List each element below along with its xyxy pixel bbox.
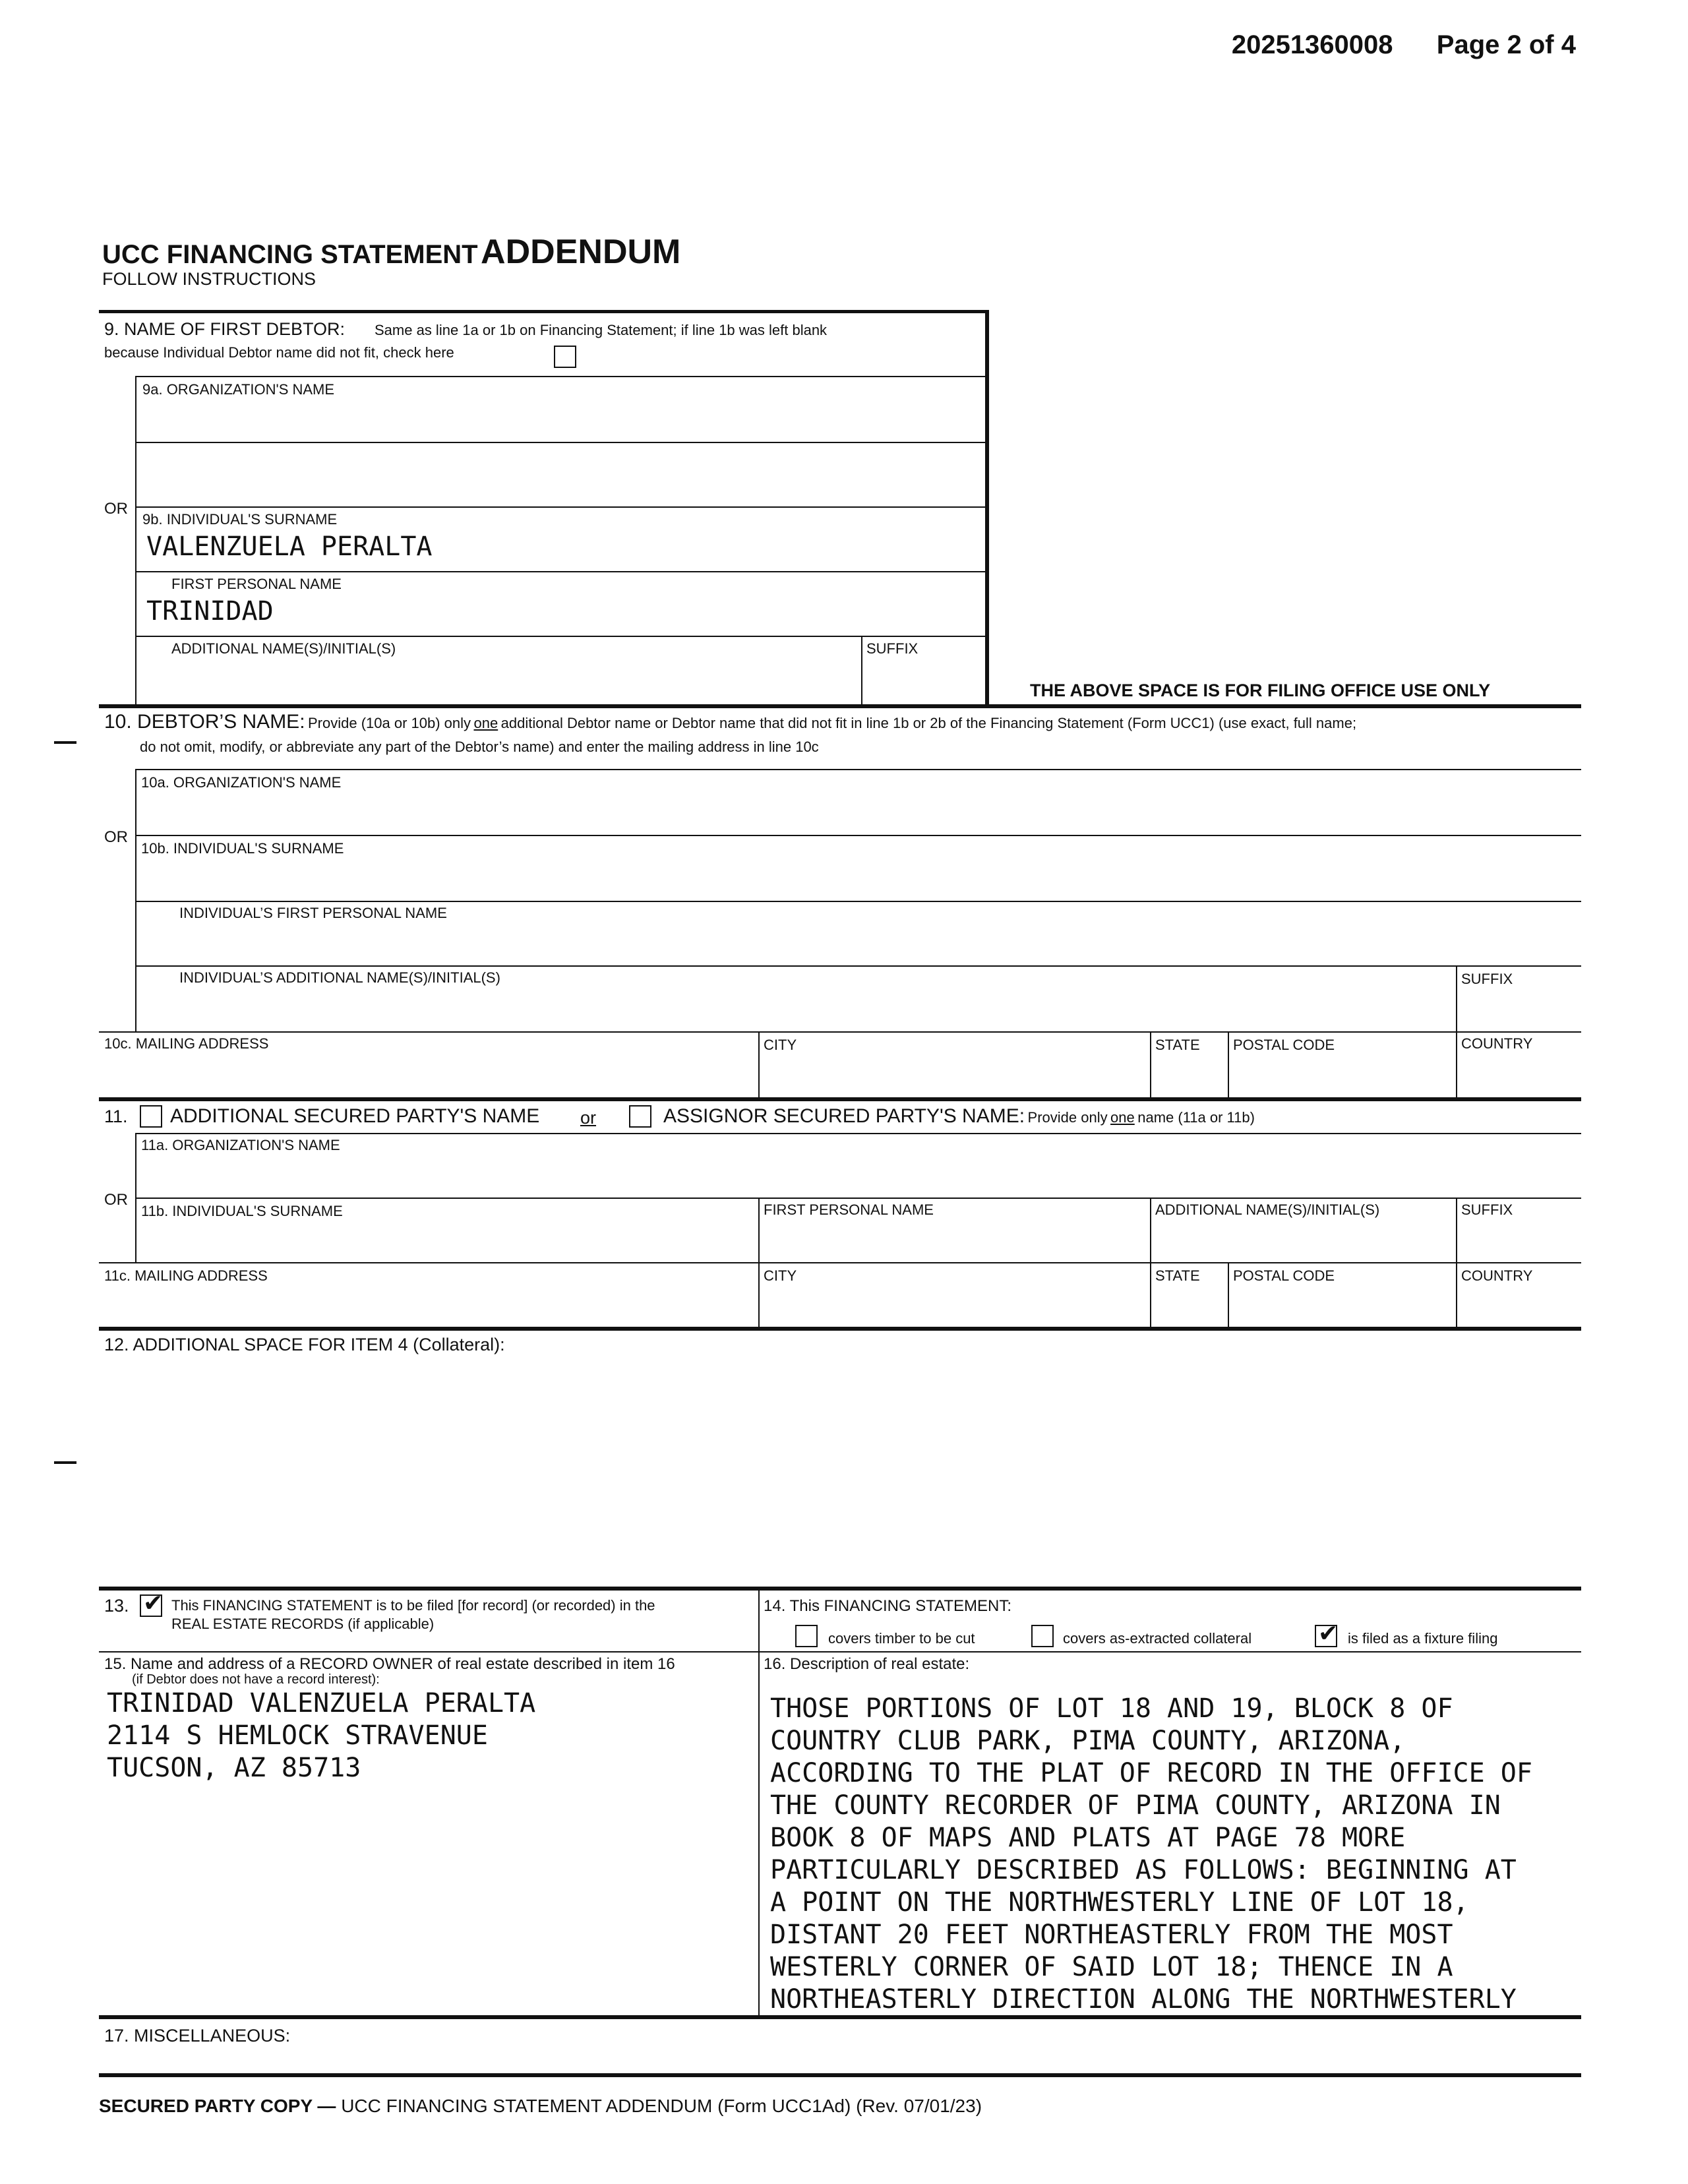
item13-text2: REAL ESTATE RECORDS (if applicable): [171, 1616, 435, 1632]
item10-note-a: Provide (10a or 10b) only: [307, 715, 471, 731]
item11b-additional-divider: [1150, 1198, 1151, 1263]
item16-label: 16. Description of real estate:: [764, 1655, 970, 1673]
item11-note-b: name (11a or 11b): [1137, 1109, 1255, 1126]
form-footer: [99, 2096, 982, 2117]
real-estate-line: THE COUNTY RECORDER OF PIMA COUNTY, ARIZONA IN: [770, 1790, 1501, 1821]
item11b-label: 11b. INDIVIDUAL'S SURNAME: [141, 1203, 343, 1219]
item14-timber-checkbox[interactable]: [795, 1625, 818, 1647]
real-estate-line: COUNTRY CLUB PARK, PIMA COUNTY, ARIZONA,: [770, 1726, 1406, 1756]
item11b-suffix-label: SUFFIX: [1461, 1201, 1513, 1218]
real-estate-line: PARTICULARLY DESCRIBED AS FOLLOWS: BEGINNING AT: [770, 1855, 1517, 1885]
item10-heading-line: [104, 711, 1356, 733]
real-estate-line: BOOK 8 OF MAPS AND PLATS AT PAGE 78 MORE: [770, 1823, 1406, 1853]
item11-additional-label: ADDITIONAL SECURED PARTY'S NAME: [170, 1105, 540, 1127]
item9-note: Same as line 1a or 1b on Financing Statement; if line 1b was left blank: [375, 322, 828, 338]
item14-timber-label: covers timber to be cut: [828, 1630, 975, 1647]
item11-or-word: or: [580, 1108, 597, 1128]
item11b-suffix-divider: [1456, 1198, 1457, 1263]
item10-suffix-label: SUFFIX: [1461, 971, 1513, 987]
item10c-postal-label: POSTAL CODE: [1233, 1037, 1335, 1053]
footer-copy-type: SECURED PARTY COPY —: [99, 2096, 336, 2116]
footer-form-name: UCC FINANCING STATEMENT ADDENDUM (Form UCC1Ad) (Rev. 07/01/23): [341, 2096, 982, 2116]
check-mark-icon: ✔: [143, 1590, 164, 1617]
item10-row-line: [135, 769, 1581, 770]
item14-fixture-label: is filed as a fixture filing: [1348, 1630, 1498, 1647]
real-estate-line: NORTHEASTERLY DIRECTION ALONG THE NORTHWESTERLY: [770, 1984, 1517, 2015]
item11-note-one: one: [1110, 1109, 1135, 1126]
real-estate-line: A POINT ON THE NORTHWESTERLY LINE OF LOT 18,: [770, 1887, 1469, 1918]
real-estate-line: THOSE PORTIONS OF LOT 18 AND 19, BLOCK 8 OF: [770, 1693, 1453, 1724]
item12-label: 12. ADDITIONAL SPACE FOR ITEM 4 (Collateral):: [104, 1335, 505, 1354]
item11-assignor-line: [663, 1105, 1255, 1128]
item13-text1: This FINANCING STATEMENT is to be filed [for record] (or recorded) in the: [171, 1597, 655, 1614]
footer-border: [99, 2073, 1581, 2077]
record-owner-line: TUCSON, AZ 85713: [107, 1753, 361, 1783]
item11b-first-divider: [758, 1198, 760, 1263]
item10c-mailing-label: 10c. MAILING ADDRESS: [104, 1035, 269, 1052]
item10c-country-label: COUNTRY: [1461, 1035, 1533, 1052]
item10-row-line: [135, 965, 1581, 967]
item9b-label: 9b. INDIVIDUAL'S SURNAME: [142, 511, 338, 528]
form-title-main: UCC FINANCING STATEMENT: [102, 240, 478, 269]
item15-top-border: [99, 1651, 1581, 1653]
item11-assignor-checkbox[interactable]: [629, 1105, 651, 1128]
item14-extracted-label: covers as-extracted collateral: [1063, 1630, 1252, 1647]
item10-note2: do not omit, modify, or abbreviate any part of the Debtor’s name) and enter the mailing address in line 10c: [140, 739, 819, 755]
item9-row-line: [135, 571, 986, 572]
item11c-mailing-label: 11c. MAILING ADDRESS: [104, 1267, 268, 1284]
record-owner-line: TRINIDAD VALENZUELA PERALTA: [107, 1688, 536, 1718]
item10c-country-divider: [1456, 1031, 1457, 1099]
item11c-country-divider: [1456, 1262, 1457, 1328]
item10-suffix-divider: [1456, 965, 1457, 1033]
item9-check-here-checkbox[interactable]: [554, 346, 576, 368]
form-title: [102, 232, 680, 272]
item14-label: 14. This FINANCING STATEMENT:: [764, 1597, 1012, 1615]
item9-left-inner-border: [135, 376, 136, 706]
item9-first-name-value[interactable]: TRINIDAD: [146, 596, 274, 626]
real-estate-line: DISTANT 20 FEET NORTHEASTERLY FROM THE MOST: [770, 1920, 1453, 1950]
item9-additional-label: ADDITIONAL NAME(S)/INITIAL(S): [171, 640, 396, 657]
item15-label: 15. Name and address of a RECORD OWNER of real estate described in item 16: [104, 1655, 675, 1673]
file-number: 20251360008: [1231, 30, 1393, 59]
filing-office-note: THE ABOVE SPACE IS FOR FILING OFFICE USE ONLY: [1030, 681, 1491, 700]
item10c-state-label: STATE: [1155, 1037, 1200, 1053]
item11c-postal-label: POSTAL CODE: [1233, 1267, 1335, 1284]
check-mark-icon: ✔: [1318, 1620, 1339, 1647]
item10c-row-line: [99, 1031, 1581, 1033]
item12-top-border: [99, 1327, 1581, 1331]
item11c-postal-divider: [1228, 1262, 1229, 1328]
form-title-addendum: ADDENDUM: [481, 233, 681, 271]
item9-row-line: [135, 376, 986, 377]
item15-label2: (if Debtor does not have a record interest):: [132, 1672, 380, 1687]
item11-row-line: [135, 1133, 1581, 1134]
item13-checkbox[interactable]: [140, 1590, 164, 1617]
item11-number: 11.: [104, 1107, 128, 1126]
item10-first-name-label: INDIVIDUAL’S FIRST PERSONAL NAME: [179, 905, 447, 921]
item10-note-one: one: [473, 715, 498, 731]
item11b-left-border: [135, 1198, 136, 1263]
item10b-label: 10b. INDIVIDUAL'S SURNAME: [141, 840, 344, 857]
item11-assignor-label: ASSIGNOR SECURED PARTY'S NAME:: [663, 1105, 1025, 1127]
item13-number: 13.: [104, 1596, 129, 1616]
item10-heading: 10. DEBTOR’S NAME:: [104, 711, 305, 733]
document-header: [1232, 30, 1576, 60]
item11b-first-label: FIRST PERSONAL NAME: [764, 1201, 934, 1218]
item10-row-line: [135, 901, 1581, 902]
item9-heading: 9. NAME OF FIRST DEBTOR:: [104, 319, 346, 339]
item11-row-line: [135, 1198, 1581, 1199]
follow-instructions: FOLLOW INSTRUCTIONS: [102, 269, 316, 289]
item9-row-line: [135, 442, 986, 443]
real-estate-line: ACCORDING TO THE PLAT OF RECORD IN THE OFFICE OF: [770, 1758, 1532, 1788]
item11a-label: 11a. ORGANIZATION'S NAME: [141, 1137, 340, 1153]
item9-row-line: [135, 636, 986, 637]
item11c-city-divider: [758, 1262, 760, 1328]
item11-additional-checkbox[interactable]: [140, 1105, 162, 1128]
item10-or-label: OR: [104, 828, 128, 846]
item11c-city-label: CITY: [764, 1267, 797, 1284]
item9-suffix-divider: [861, 636, 862, 706]
item11-top-border: [99, 1097, 1581, 1101]
item11-or-label: OR: [104, 1191, 128, 1209]
item9b-value[interactable]: VALENZUELA PERALTA: [146, 531, 433, 562]
item9-or-label: OR: [104, 500, 128, 518]
item11c-state-label: STATE: [1155, 1267, 1200, 1284]
item10-additional-label: INDIVIDUAL’S ADDITIONAL NAME(S)/INITIAL(S): [179, 969, 500, 986]
item11b-additional-label: ADDITIONAL NAME(S)/INITIAL(S): [1155, 1201, 1380, 1218]
item14-fixture-checkbox[interactable]: [1315, 1620, 1339, 1647]
item10c-city-divider: [758, 1031, 760, 1099]
item11c-state-divider: [1150, 1262, 1151, 1328]
item17-label: 17. MISCELLANEOUS:: [104, 2026, 291, 2046]
page-info: Page 2 of 4: [1436, 30, 1576, 59]
item10-row-line: [135, 835, 1581, 836]
record-owner-line: 2114 S HEMLOCK STRAVENUE: [107, 1720, 488, 1751]
item11c-row-line: [99, 1262, 1581, 1263]
item11-left-inner-border: [135, 1133, 136, 1199]
item10-top-border: [99, 704, 1581, 708]
item9-top-border: [99, 310, 989, 313]
real-estate-line: WESTERLY CORNER OF SAID LOT 18; THENCE IN A: [770, 1952, 1453, 1982]
item11-note-a: Provide only: [1027, 1109, 1108, 1126]
item10c-postal-divider: [1228, 1031, 1229, 1099]
item9-first-name-label: FIRST PERSONAL NAME: [171, 576, 342, 592]
item10-note-b: additional Debtor name or Debtor name that did not fit in line 1b or 2b of the Financing Statement (Form UCC1) (use exact, full name;: [500, 715, 1357, 731]
item9-note2: because Individual Debtor name did not fit, check here: [104, 344, 454, 361]
item13-top-border: [99, 1587, 1581, 1591]
item9a-label: 9a. ORGANIZATION'S NAME: [142, 381, 335, 398]
item11c-country-label: COUNTRY: [1461, 1267, 1533, 1284]
item10a-label: 10a. ORGANIZATION'S NAME: [141, 774, 342, 791]
item9-right-border: [985, 310, 989, 706]
item10c-state-divider: [1150, 1031, 1151, 1099]
margin-tick: [54, 741, 76, 744]
item9-row-line: [135, 506, 986, 508]
item17-top-border: [99, 2015, 1581, 2019]
margin-tick: [54, 1461, 76, 1464]
item10c-city-label: CITY: [764, 1037, 797, 1053]
item9-suffix-label: SUFFIX: [866, 640, 919, 657]
item14-extracted-checkbox[interactable]: [1031, 1625, 1054, 1647]
